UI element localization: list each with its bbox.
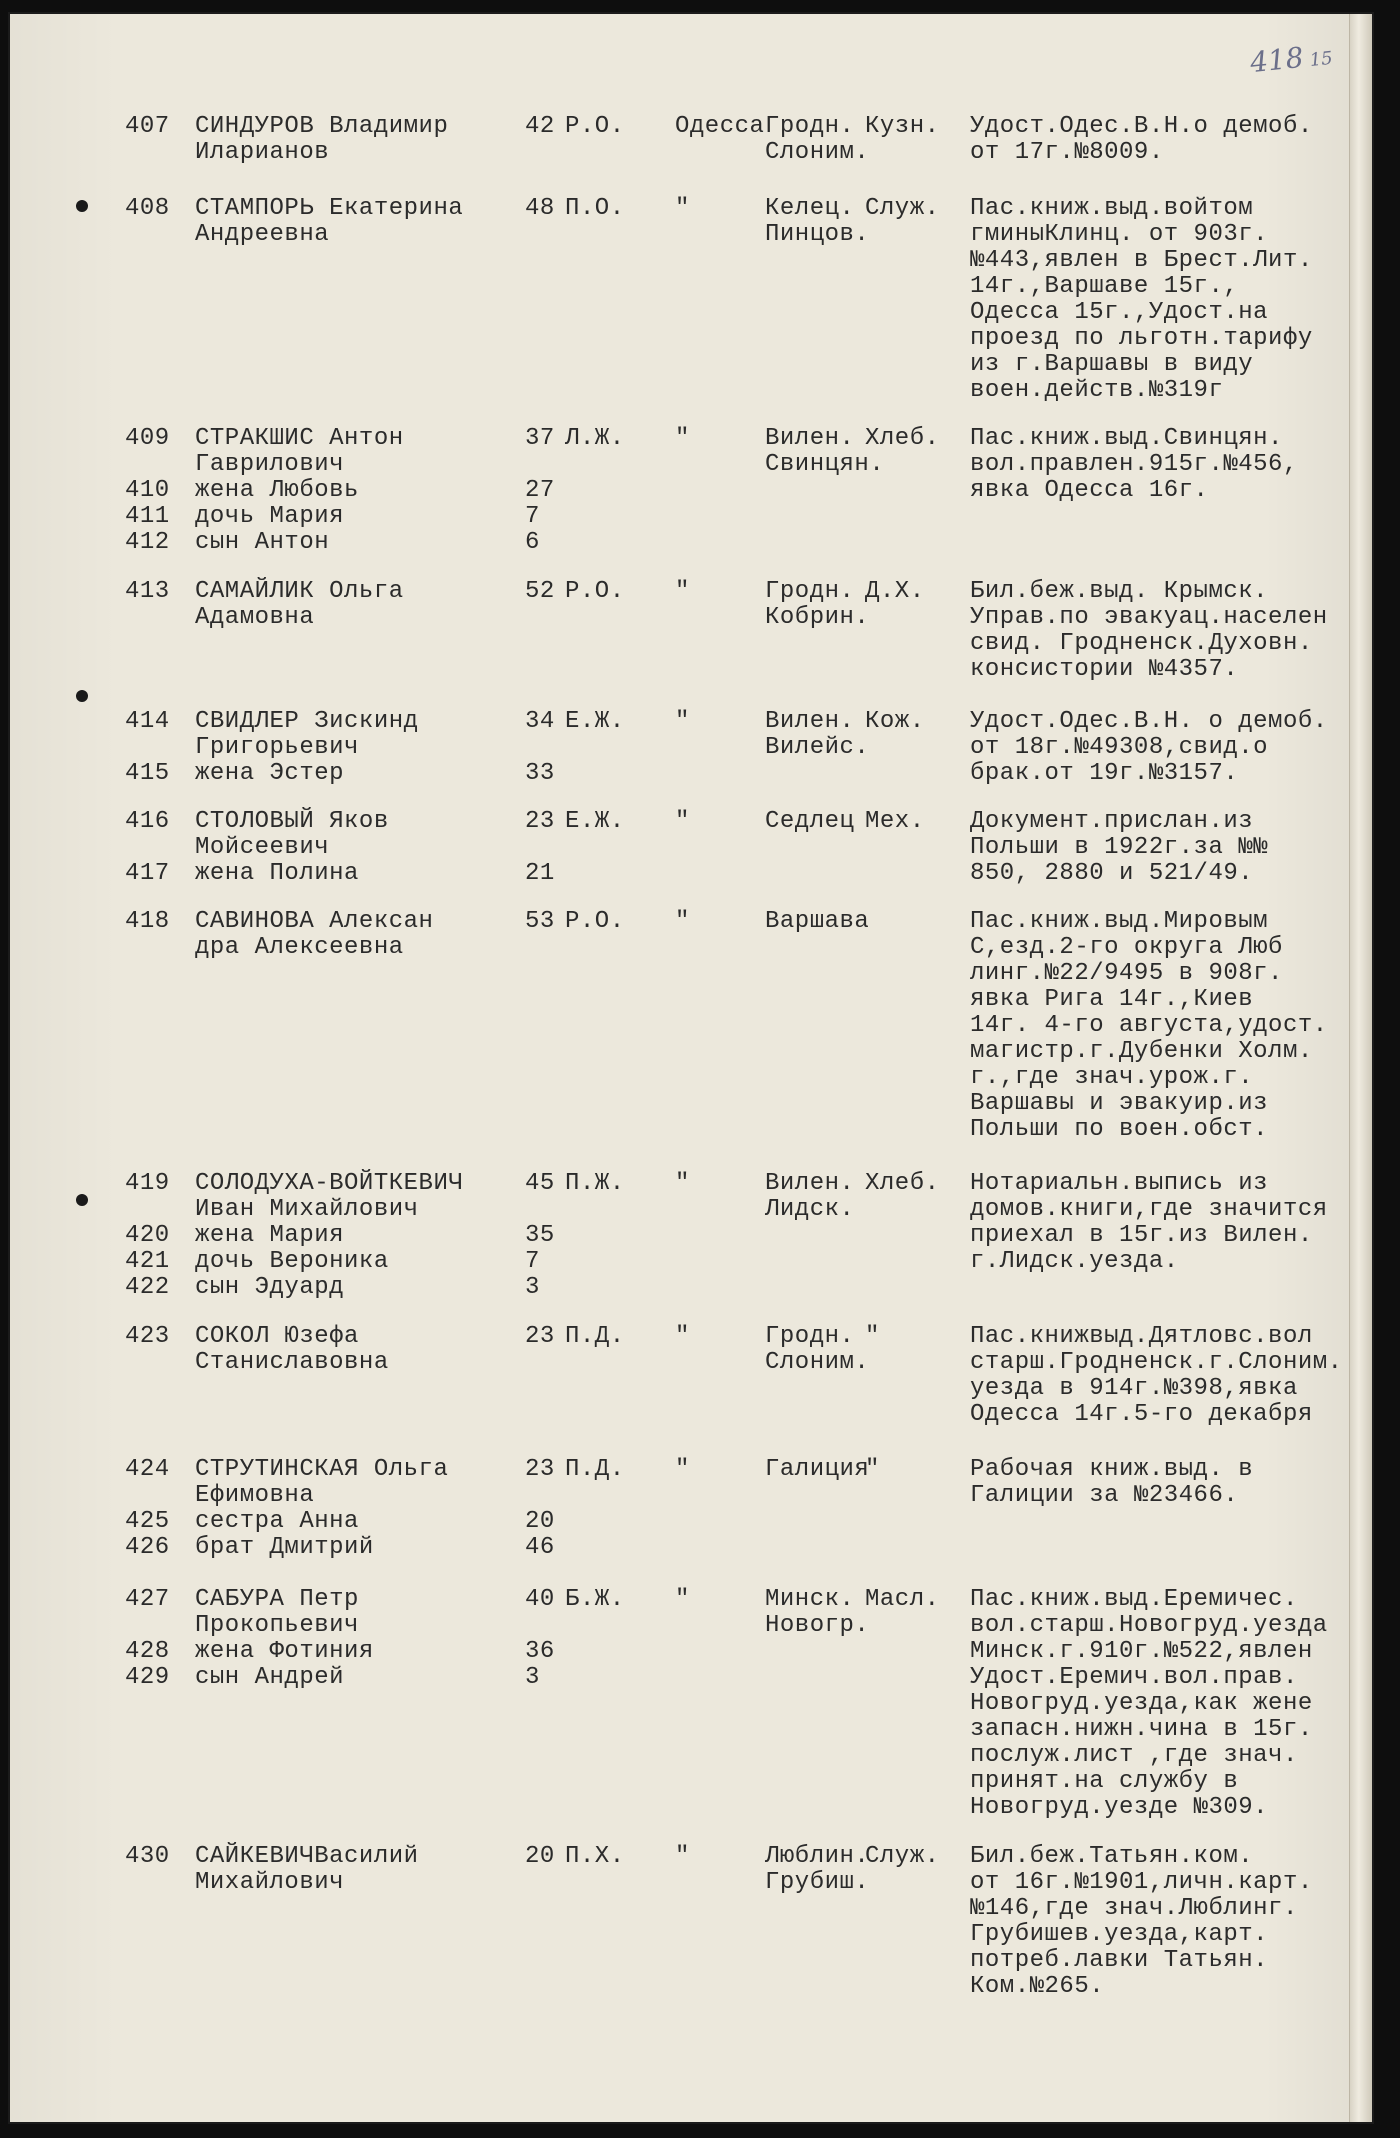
occupation: Служ. <box>865 1843 940 1870</box>
person-age: 46 <box>525 1534 555 1561</box>
person-name: сын Антон <box>195 529 330 556</box>
person-name: Григорьевич <box>195 734 359 761</box>
document-note: Ком.№265. <box>970 1973 1105 2000</box>
province-district: Седлец <box>765 808 855 835</box>
person-name: брат Дмитрий <box>195 1534 374 1561</box>
entry-number: 422 <box>125 1274 170 1301</box>
person-name: САБУРА Петр <box>195 1586 359 1613</box>
province-district: Минск. <box>765 1586 855 1613</box>
person-age: 37 <box>525 425 555 452</box>
status-code: Е.Ж. <box>565 708 625 735</box>
person-name: сын Андрей <box>195 1664 345 1691</box>
document-note: домов.книги,где значится <box>970 1196 1328 1223</box>
person-name: САВИНОВА Алексан <box>195 908 434 935</box>
entry-number: 411 <box>125 503 170 530</box>
province-district: Вилен. <box>765 1170 855 1197</box>
document-note: вол.правлен.915г.№456, <box>970 451 1298 478</box>
document-note: принят.на службу в <box>970 1768 1239 1795</box>
entry-number: 423 <box>125 1323 170 1350</box>
entry-number: 427 <box>125 1586 170 1613</box>
person-name: Мойсеевич <box>195 834 330 861</box>
person-age: 21 <box>525 860 555 887</box>
province-district: Грубиш. <box>765 1869 870 1896</box>
document-note: Одесса 14г.5-го декабря <box>970 1401 1313 1428</box>
folio-main: 418 <box>1248 40 1305 80</box>
document-note: Одесса 15г.,Удост.на <box>970 299 1269 326</box>
person-name: Михайлович <box>195 1869 345 1896</box>
entry-number: 418 <box>125 908 170 935</box>
document-note: консистории №4357. <box>970 656 1239 683</box>
document-note: запасн.нижн.чина в 15г. <box>970 1716 1313 1743</box>
province-district: Лидск. <box>765 1196 855 1223</box>
document-note: Пас.книж.выд.войтом <box>970 195 1254 222</box>
document-note: магистр.г.Дубенки Холм. <box>970 1038 1313 1065</box>
person-name: Прокопьевич <box>195 1612 359 1639</box>
document-note: №443,явлен в Брест.Лит. <box>970 247 1313 274</box>
person-age: 42 <box>525 113 555 140</box>
occupation: Хлеб. <box>865 425 940 452</box>
entry-number: 425 <box>125 1508 170 1535</box>
entry-number: 417 <box>125 860 170 887</box>
document-note: Новогруд.уезда,как жене <box>970 1690 1313 1717</box>
document-note: от 17г.№8009. <box>970 139 1164 166</box>
person-age: 52 <box>525 578 555 605</box>
status-code: Р.О. <box>565 578 625 605</box>
origin-city: " <box>675 1456 690 1483</box>
person-age: 27 <box>525 477 555 504</box>
person-name: СТОЛОВЫЙ Яков <box>195 808 389 835</box>
person-name: Ефимовна <box>195 1482 315 1509</box>
document-note: Новогруд.уезде №309. <box>970 1794 1269 1821</box>
person-name: Иларианов <box>195 139 330 166</box>
origin-city: " <box>675 1586 690 1613</box>
province-district: Келец. <box>765 195 855 222</box>
person-age: 7 <box>525 503 540 530</box>
document-note: Управ.по эвакуац.населен <box>970 604 1328 631</box>
document-note: Рабочая книж.выд. в <box>970 1456 1254 1483</box>
entry-number: 416 <box>125 808 170 835</box>
origin-city: " <box>675 425 690 452</box>
entry-number: 430 <box>125 1843 170 1870</box>
person-age: 45 <box>525 1170 555 1197</box>
status-code: П.Ж. <box>565 1170 625 1197</box>
origin-city: " <box>675 1170 690 1197</box>
status-code: Б.Ж. <box>565 1586 625 1613</box>
status-code: П.Д. <box>565 1323 625 1350</box>
document-note: Варшавы и эвакуир.из <box>970 1090 1269 1117</box>
document-note: Пас.книжвыд.Дятловс.вол <box>970 1323 1313 1350</box>
person-name: Андреевна <box>195 221 330 248</box>
person-name: САЙКЕВИЧВасилий <box>195 1843 419 1870</box>
person-age: 48 <box>525 195 555 222</box>
province-district: Вилен. <box>765 425 855 452</box>
person-age: 20 <box>525 1843 555 1870</box>
occupation: Масл. <box>865 1586 940 1613</box>
document-note: С,езд.2-го округа Люб <box>970 934 1283 961</box>
person-name: СИНДУРОВ Владимир <box>195 113 449 140</box>
document-note: Удост.Одес.В.Н. о демоб. <box>970 708 1328 735</box>
province-district: Слоним. <box>765 139 870 166</box>
origin-city: " <box>675 808 690 835</box>
person-name: САМАЙЛИК Ольга <box>195 578 404 605</box>
province-district: Люблин. <box>765 1843 870 1870</box>
document-note: Нотариальн.выпись из <box>970 1170 1269 1197</box>
status-code: Л.Ж. <box>565 425 625 452</box>
occupation: Д.Х. <box>865 578 925 605</box>
document-note: из г.Варшавы в виду <box>970 351 1254 378</box>
person-name: жена Полина <box>195 860 359 887</box>
person-age: 6 <box>525 529 540 556</box>
occupation: " <box>865 1456 880 1483</box>
document-note: Бил.беж.выд. Крымск. <box>970 578 1269 605</box>
document-note: потреб.лавки Татьян. <box>970 1947 1269 1974</box>
province-district: Гродн. <box>765 1323 855 1350</box>
origin-city: " <box>675 708 690 735</box>
province-district: Кобрин. <box>765 604 870 631</box>
person-name: СТРАКШИС Антон <box>195 425 404 452</box>
person-age: 7 <box>525 1248 540 1275</box>
occupation: Кузн. <box>865 113 940 140</box>
person-name: жена Мария <box>195 1222 345 1249</box>
person-age: 23 <box>525 808 555 835</box>
document-note: Пас.книж.выд.Свинцян. <box>970 425 1283 452</box>
document-note: Удост.Одес.В.Н.о демоб. <box>970 113 1313 140</box>
province-district: Галиция <box>765 1456 870 1483</box>
register-entries <box>10 14 1372 2122</box>
person-name: СОКОЛ Юзефа <box>195 1323 359 1350</box>
person-name: дочь Мария <box>195 503 345 530</box>
entry-number: 421 <box>125 1248 170 1275</box>
document-note: уезда в 914г.№398,явка <box>970 1375 1298 1402</box>
province-district: Гродн. <box>765 113 855 140</box>
document-note: Минск.г.910г.№522,явлен <box>970 1638 1313 1665</box>
person-age: 3 <box>525 1664 540 1691</box>
document-note: от 18г.№49308,свид.о <box>970 734 1269 761</box>
person-name: дочь Вероника <box>195 1248 389 1275</box>
province-district: Свинцян. <box>765 451 885 478</box>
origin-city: Одесса <box>675 113 765 140</box>
person-age: 20 <box>525 1508 555 1535</box>
occupation: " <box>865 1323 880 1350</box>
entry-number: 424 <box>125 1456 170 1483</box>
document-note: послуж.лист ,где знач. <box>970 1742 1298 1769</box>
person-name: жена Фотиния <box>195 1638 374 1665</box>
entry-number: 429 <box>125 1664 170 1691</box>
person-age: 36 <box>525 1638 555 1665</box>
province-district: Новогр. <box>765 1612 870 1639</box>
folio-sub: 15 <box>1308 47 1334 72</box>
entry-number: 419 <box>125 1170 170 1197</box>
document-note: г.Лидск.уезда. <box>970 1248 1179 1275</box>
status-code: Р.О. <box>565 908 625 935</box>
person-name: сестра Анна <box>195 1508 359 1535</box>
person-name: дра Алексеевна <box>195 934 404 961</box>
occupation: Хлеб. <box>865 1170 940 1197</box>
document-note: Грубишев.уезда,карт. <box>970 1921 1269 1948</box>
entry-number: 409 <box>125 425 170 452</box>
document-note: Удост.Еремич.вол.прав. <box>970 1664 1298 1691</box>
document-note: Пас.книж.выд.Мировым <box>970 908 1269 935</box>
person-name: Гаврилович <box>195 451 345 478</box>
document-note: 14г.,Варшаве 15г., <box>970 273 1239 300</box>
origin-city: " <box>675 908 690 935</box>
province-district: Пинцов. <box>765 221 870 248</box>
document-note: старш.Гродненск.г.Слоним. <box>970 1349 1343 1376</box>
occupation: Мех. <box>865 808 925 835</box>
occupation: Кож. <box>865 708 925 735</box>
entry-number: 413 <box>125 578 170 605</box>
person-name: СОЛОДУХА-ВОЙТКЕВИЧ <box>195 1170 464 1197</box>
province-district: Вилен. <box>765 708 855 735</box>
document-note: воен.действ.№319г <box>970 377 1224 404</box>
document-note: вол.старш.Новогруд.уезда <box>970 1612 1328 1639</box>
entry-number: 415 <box>125 760 170 787</box>
province-district: Слоним. <box>765 1349 870 1376</box>
status-code: П.О. <box>565 195 625 222</box>
province-district: Вилейс. <box>765 734 870 761</box>
document-note: свид. Гродненск.Духовн. <box>970 630 1313 657</box>
document-note: гминыКлинц. от 903г. <box>970 221 1269 248</box>
status-code: П.Х. <box>565 1843 625 1870</box>
entry-number: 410 <box>125 477 170 504</box>
document-page <box>10 14 1372 2122</box>
document-note: линг.№22/9495 в 908г. <box>970 960 1283 987</box>
origin-city: " <box>675 578 690 605</box>
entry-number: 412 <box>125 529 170 556</box>
occupation: Служ. <box>865 195 940 222</box>
person-age: 34 <box>525 708 555 735</box>
document-note: явка Одесса 16г. <box>970 477 1209 504</box>
document-note: от 16г.№1901,личн.карт. <box>970 1869 1313 1896</box>
document-note: Польши в 1922г.за №№ <box>970 834 1269 861</box>
province-district: Гродн. <box>765 578 855 605</box>
document-note: Пас.книж.выд.Еремичес. <box>970 1586 1298 1613</box>
origin-city: " <box>675 1843 690 1870</box>
document-note: Документ.прислан.из <box>970 808 1254 835</box>
document-note: приехал в 15г.из Вилен. <box>970 1222 1313 1249</box>
document-note: 850, 2880 и 521/49. <box>970 860 1254 887</box>
person-age: 23 <box>525 1456 555 1483</box>
person-age: 53 <box>525 908 555 935</box>
person-name: СТАМПОРЬ Екатерина <box>195 195 464 222</box>
person-name: СТРУТИНСКАЯ Ольга <box>195 1456 449 1483</box>
person-name: Адамовна <box>195 604 315 631</box>
status-code: Р.О. <box>565 113 625 140</box>
entry-number: 407 <box>125 113 170 140</box>
person-name: жена Эстер <box>195 760 345 787</box>
document-note: Бил.беж.Татьян.ком. <box>970 1843 1254 1870</box>
document-note: Галиции за №23466. <box>970 1482 1239 1509</box>
person-name: СВИДЛЕР Зискинд <box>195 708 419 735</box>
person-name: Станиславовна <box>195 1349 389 1376</box>
status-code: П.Д. <box>565 1456 625 1483</box>
document-note: Польши по воен.обст. <box>970 1116 1269 1143</box>
entry-number: 414 <box>125 708 170 735</box>
person-age: 35 <box>525 1222 555 1249</box>
origin-city: " <box>675 1323 690 1350</box>
person-name: Иван Михайлович <box>195 1196 419 1223</box>
document-note: г.,где знач.урож.г. <box>970 1064 1254 1091</box>
document-note: 14г. 4-го августа,удост. <box>970 1012 1328 1039</box>
status-code: Е.Ж. <box>565 808 625 835</box>
origin-city: " <box>675 195 690 222</box>
entry-number: 420 <box>125 1222 170 1249</box>
entry-number: 428 <box>125 1638 170 1665</box>
person-name: жена Любовь <box>195 477 359 504</box>
document-note: брак.от 19г.№3157. <box>970 760 1239 787</box>
document-note: явка Рига 14г.,Киев <box>970 986 1254 1013</box>
document-note: проезд по льготн.тарифу <box>970 325 1313 352</box>
province-district: Варшава <box>765 908 870 935</box>
person-age: 23 <box>525 1323 555 1350</box>
person-age: 33 <box>525 760 555 787</box>
entry-number: 408 <box>125 195 170 222</box>
person-name: сын Эдуард <box>195 1274 345 1301</box>
document-note: №146,где знач.Люблинг. <box>970 1895 1298 1922</box>
person-age: 3 <box>525 1274 540 1301</box>
person-age: 40 <box>525 1586 555 1613</box>
entry-number: 426 <box>125 1534 170 1561</box>
